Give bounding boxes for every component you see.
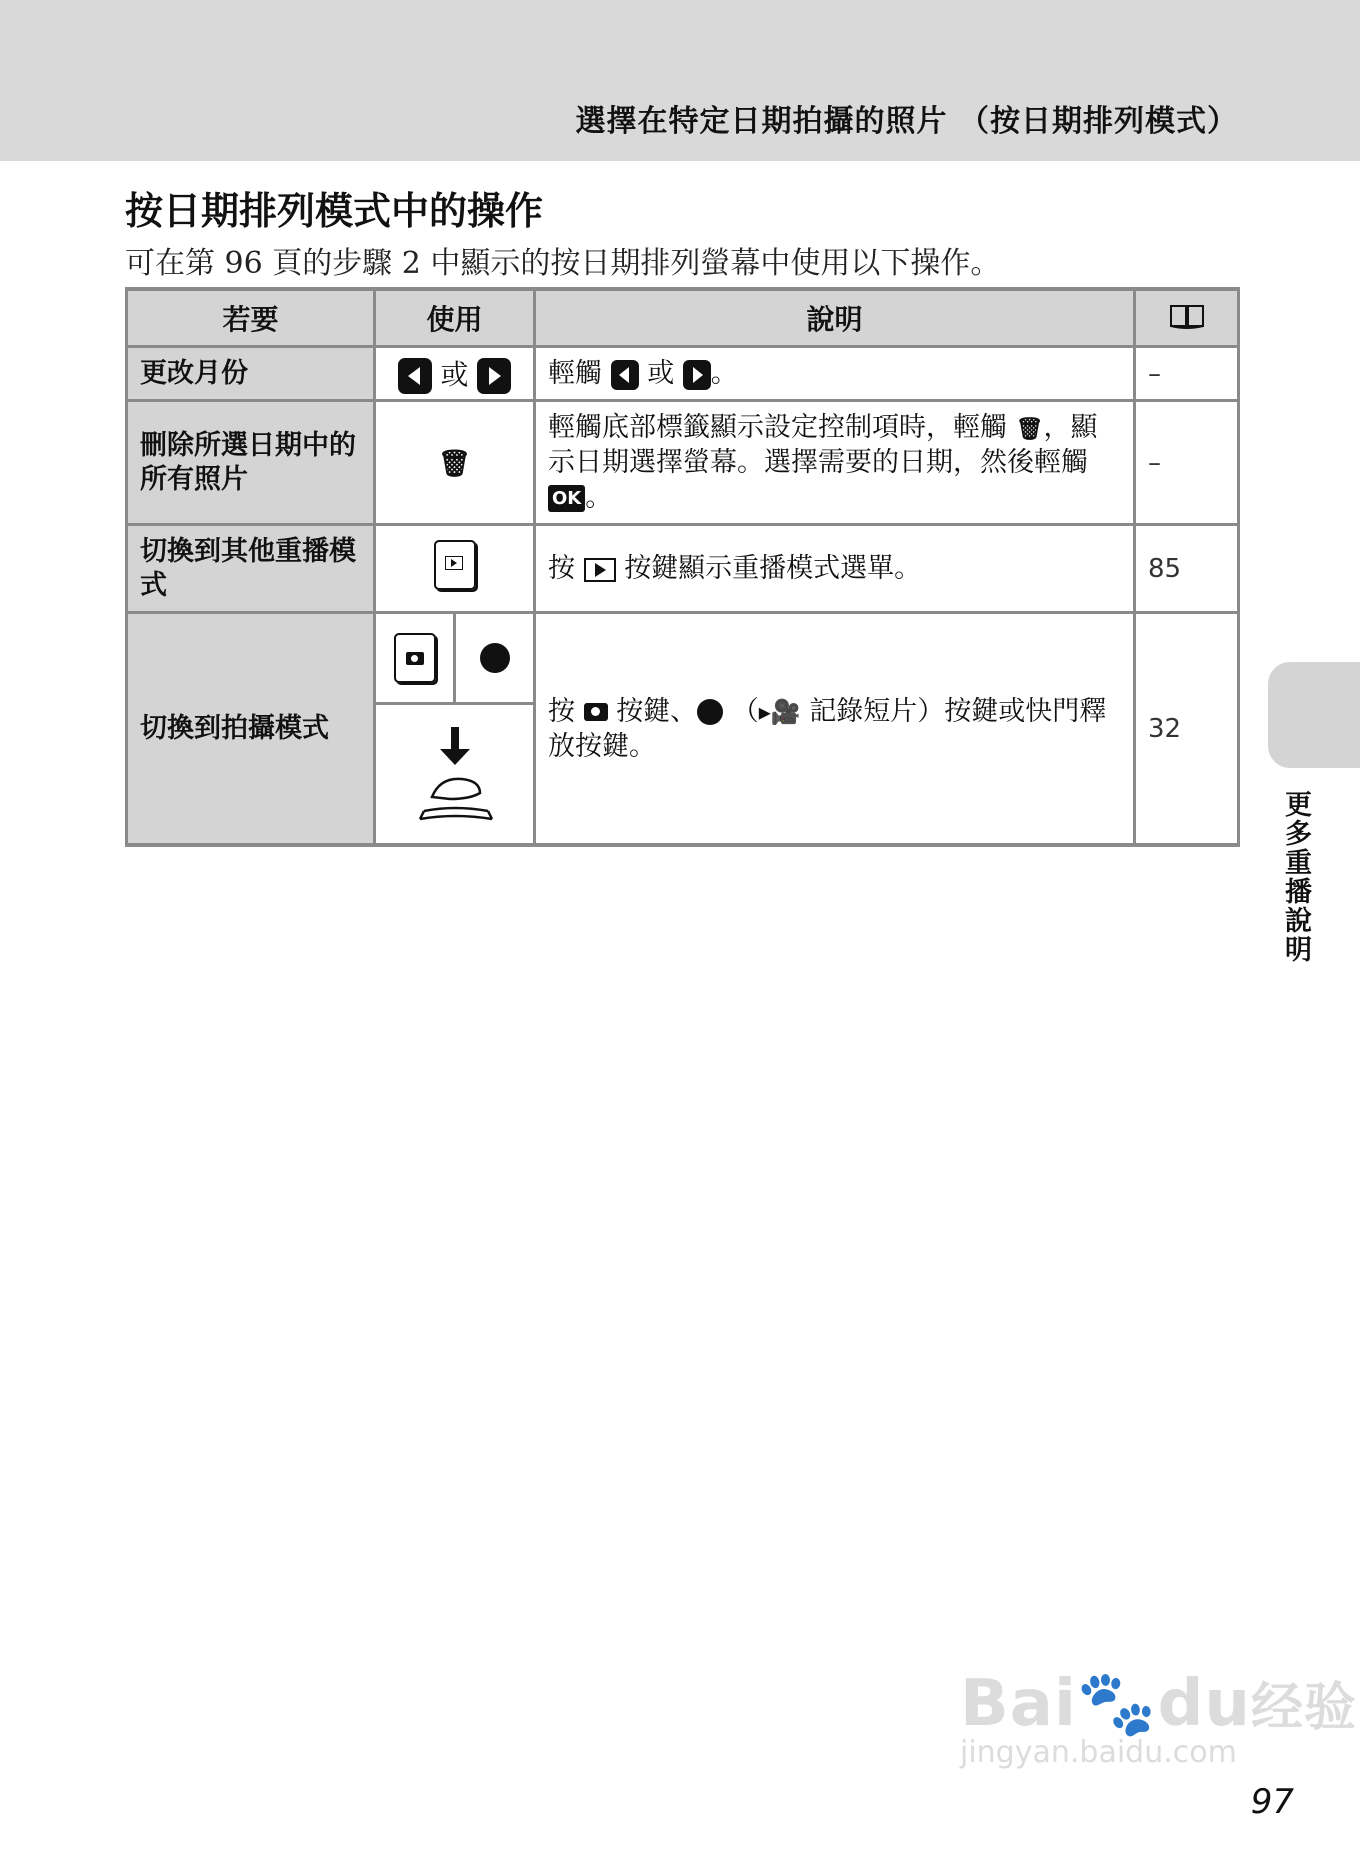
table-row	[127, 401, 1239, 525]
book-icon	[1167, 300, 1207, 330]
right-arrow-key-icon	[477, 358, 511, 394]
desc-text: 按鍵顯示重播模式選單。	[624, 553, 922, 585]
row-use	[375, 401, 535, 525]
operations-table	[125, 287, 1240, 847]
section-title: 按日期排列模式中的操作	[125, 189, 544, 233]
desc-text: 按鍵、	[616, 695, 698, 727]
row-description	[535, 525, 1135, 613]
watermark-brand-mid: du	[1157, 1667, 1251, 1741]
record-dot-icon	[480, 643, 510, 673]
header-want: 若要	[127, 289, 375, 347]
desc-text: 或	[647, 358, 675, 389]
row-use	[375, 613, 535, 846]
header-reference	[1135, 289, 1239, 347]
shutter-release-cell	[376, 705, 533, 843]
row-reference: 32	[1135, 613, 1239, 846]
desc-text: 按	[548, 553, 575, 585]
table-row	[127, 347, 1239, 401]
right-arrow-key-icon	[683, 360, 711, 390]
trash-icon: 🗑	[1015, 417, 1044, 443]
row-use	[375, 347, 535, 401]
header-use: 使用	[375, 289, 535, 347]
desc-text: 輕觸	[548, 358, 602, 389]
camera-button-icon	[394, 633, 436, 683]
row-want: 更改月份	[127, 347, 375, 401]
row-want: 切換到拍攝模式	[127, 613, 375, 846]
row-description	[535, 401, 1135, 525]
camera-button-cell	[376, 614, 456, 702]
or-label: 或	[440, 358, 469, 392]
header-description: 說明	[535, 289, 1135, 347]
row-reference: –	[1135, 347, 1239, 401]
desc-text: ，顯示日期選擇螢幕。選擇需要的日期，然後輕觸	[548, 412, 1098, 479]
desc-text: 。	[710, 358, 738, 389]
watermark-url: jingyan.baidu.com	[960, 1735, 1237, 1770]
row-want: 刪除所選日期中的所有照片	[127, 401, 375, 525]
row-want: 切換到其他重播模式	[127, 525, 375, 613]
play-button-icon	[434, 540, 476, 590]
desc-text: （	[731, 695, 759, 727]
watermark-brand: Bai	[960, 1667, 1077, 1741]
desc-text: 輕觸底部標籤顯示設定控制項時，輕觸	[548, 412, 1007, 444]
button-options	[376, 614, 533, 705]
page-number: 97	[1250, 1782, 1294, 1822]
row-description	[535, 613, 1135, 846]
desc-text: 按	[548, 695, 575, 727]
trash-icon: 🗑	[437, 449, 471, 480]
row-reference: –	[1135, 401, 1239, 525]
table-row	[127, 613, 1239, 846]
side-tab-label: 更多重播說明	[1280, 790, 1311, 964]
camera-button-icon	[584, 703, 608, 721]
movie-icon: ▸🎥	[758, 697, 801, 726]
ok-icon: OK	[548, 485, 585, 512]
desc-text: 。	[585, 482, 613, 514]
row-description	[535, 347, 1135, 401]
watermark	[960, 1665, 1357, 1770]
record-button-cell	[456, 614, 533, 702]
left-arrow-key-icon	[398, 358, 432, 394]
watermark-brand-zh: 经验	[1250, 1678, 1357, 1738]
running-header-title: 選擇在特定日期拍攝的照片 （按日期排列模式）	[575, 104, 1238, 139]
play-button-icon	[584, 558, 616, 582]
table-row	[127, 525, 1239, 613]
side-tab	[1268, 662, 1360, 768]
record-dot-icon	[697, 699, 723, 725]
left-arrow-key-icon	[611, 360, 639, 390]
desc-text: 記錄短片）按鍵或快門釋放按鍵。	[548, 695, 1107, 762]
table-header-row	[127, 289, 1239, 347]
row-use	[375, 525, 535, 613]
section-intro: 可在第 96 頁的步驟 2 中顯示的按日期排列螢幕中使用以下操作。	[125, 246, 1001, 281]
shutter-release-icon	[410, 719, 500, 829]
row-reference: 85	[1135, 525, 1239, 613]
watermark-paw-icon: 🐾	[1076, 1667, 1158, 1741]
